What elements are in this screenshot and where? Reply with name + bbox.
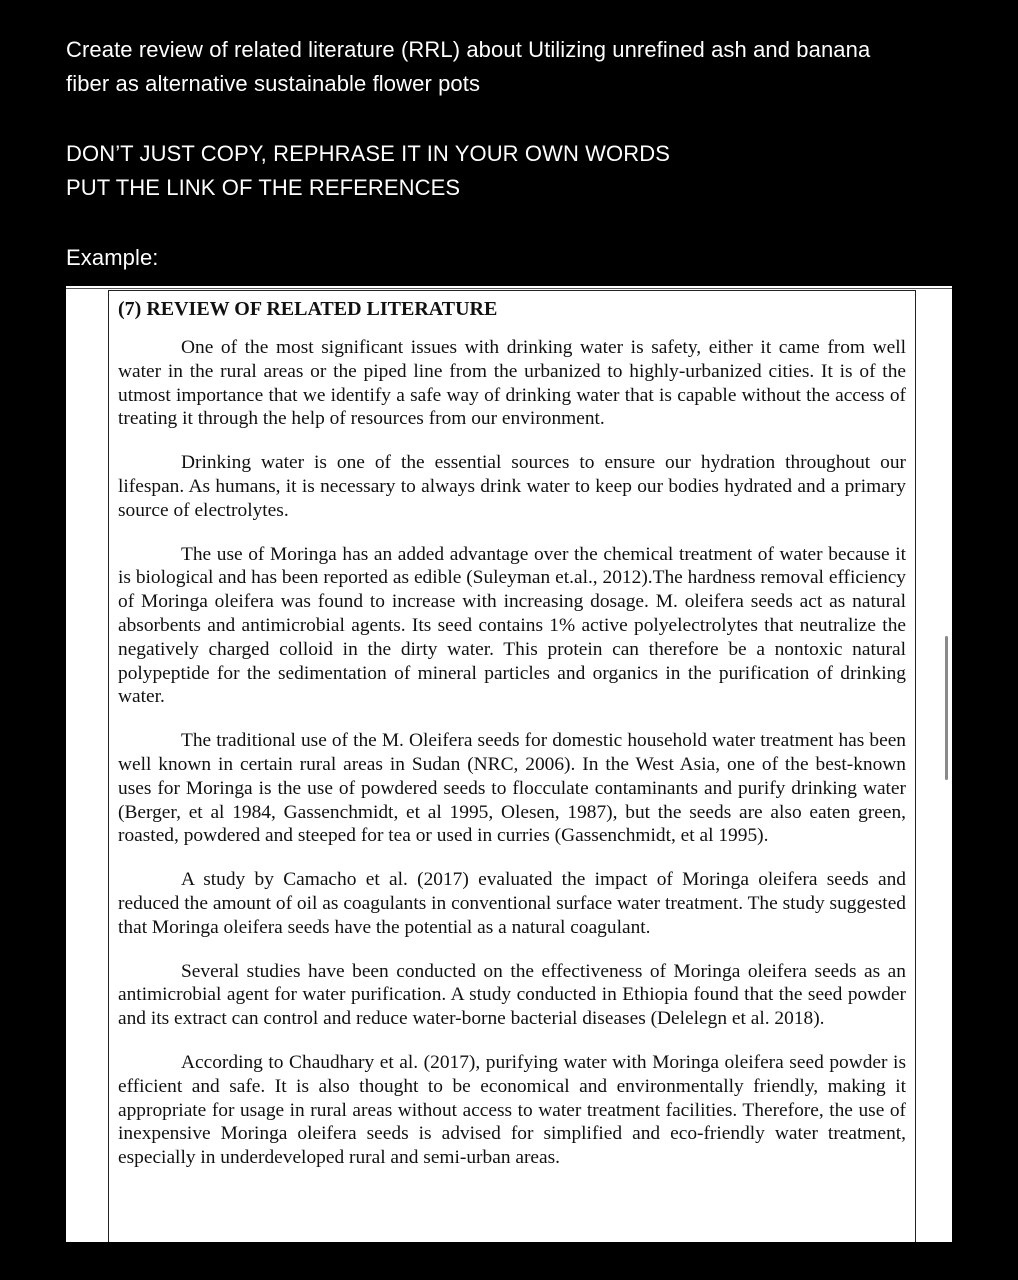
document-paragraph: Several studies have been conducted on the effectiveness of Moringa oleifera seeds as an antimicrobial agent for water purification. A study conducted in Ethiopia found that the seed powder and its extract can control and reduce water-borne bacterial diseases (Delelegn et al. 2018).: [118, 960, 906, 1030]
document-paragraph: One of the most significant issues with drinking water is safety, either it came from well water in the rural areas or the piped line from the urbanized to highly-urbanized cities. It is of the utmost importance that we identify a safe way of drinking water that is capable without the access of treating it through the help of resources from our environment.: [118, 337, 906, 430]
example-label: Example:: [66, 245, 159, 270]
document-paragraph: The traditional use of the M. Oleifera seeds for domestic household water treatment has been well known in certain rural areas in Sudan (NRC, 2006). In the West Asia, one of the best-known uses for Moringa is the use of powdered seeds to flocculate contaminants and purify drinking water (Berger, et al 1984, Gassenchmidt, et al 1995, Olesen, 1987), but the seeds are also eaten green, roasted, powdered and steeped for tea or used in curries (Gassenchmidt, et al 1995).: [118, 730, 906, 847]
prompt-text-line-2: fiber as alternative sustainable flower pots: [66, 71, 481, 96]
instruction-references: PUT THE LINK OF THE REFERENCES: [66, 175, 461, 200]
document-content: [118, 296, 906, 1190]
document-heading: (7) REVIEW OF RELATED LITERATURE: [118, 298, 498, 320]
example-document-image: [66, 286, 952, 1242]
document-paragraph: Drinking water is one of the essential sources to ensure our hydration throughout our lifespan. As humans, it is necessary to always drink water to keep our bodies hydrated and a primary source of electrolytes.: [118, 452, 906, 521]
scrollbar-thumb[interactable]: [945, 636, 948, 780]
document-top-rule: [66, 288, 952, 289]
document-paragraph: A study by Camacho et al. (2017) evaluated the impact of Moringa oleifera seeds and reduced the amount of oil as coagulants in conventional surface water treatment. The study suggested that Moringa oleifera seeds have the potential as a natural coagulant.: [118, 869, 906, 938]
instruction-rephrase: DON’T JUST COPY, REPHRASE IT IN YOUR OWN WORDS: [66, 141, 670, 166]
document-paragraph: According to Chaudhary et al. (2017), purifying water with Moringa oleifera seed powder is efficient and safe. It is also thought to be economical and environmentally friendly, making it appropriate for usage in rural areas without access to water treatment facilities. Therefore, the use of inexpensive Moringa oleifera seeds is advised for simplified and eco-friendly water treatment, especially in underdeveloped rural and semi-urban areas.: [118, 1051, 906, 1169]
prompt-text-line-1: Create review of related literature (RRL) about Utilizing unrefined ash and banana: [66, 37, 871, 62]
document-paragraph: The use of Moringa has an added advantage over the chemical treatment of water because it is biological and has been reported as edible (Suleyman et.al., 2012).The hardness removal efficiency of Moringa oleifera was found to increase with increasing dosage. M. oleifera seeds act as natural absorbents and antimicrobial agents. Its seed contains 1% active polyelectrolytes that neutralize the negatively charged colloid in the dirty water. This protein can therefore be a nontoxic natural polypeptide for the sedimentation of mineral particles and organics in the purification of drinking water.: [118, 543, 906, 708]
